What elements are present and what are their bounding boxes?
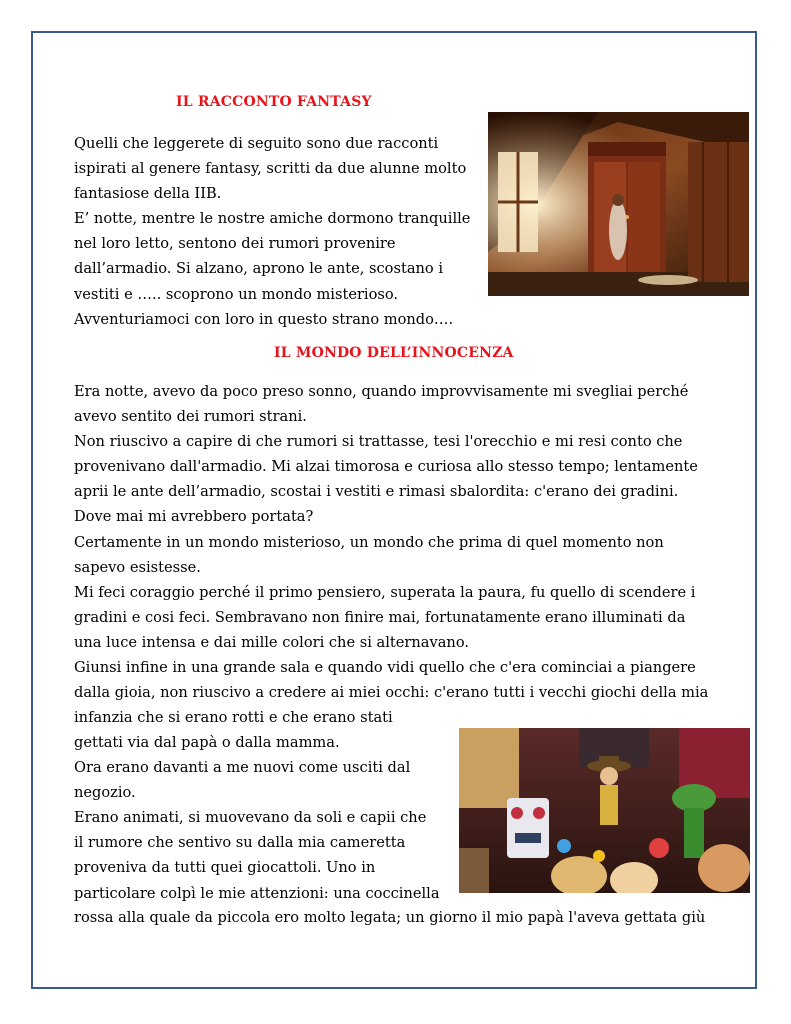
story-line: Non riuscivo a capire di che rumori si trattasse, tesi l'orecchio e mi resi conto che (74, 433, 683, 451)
intro-line: nel loro letto, sentono dei rumori provenire (74, 235, 396, 253)
story-line: Giunsi infine in una grande sala e quando vidi quello che c'era cominciai a piangere (74, 659, 696, 677)
story-line: aprii le ante dell’armadio, scostai i vestiti e rimasi sbalordita: c'erano dei gradini. (74, 483, 679, 501)
intro-line: vestiti e ….. scoprono un mondo misterioso. (74, 285, 399, 303)
story-wrap-line: il rumore che sentivo su dalla mia cameretta (74, 834, 406, 852)
intro-line: ispirati al genere fantasy, scritti da due alunne molto (74, 160, 467, 178)
story-line: infanzia che si erano rotti e che erano stati (74, 709, 393, 727)
wardrobe-room-photo (488, 112, 749, 296)
intro-line: E’ notte, mentre le nostre amiche dormono tranquille (74, 210, 471, 228)
story-line: Certamente in un mondo misterioso, un mondo che prima di quel momento non (74, 533, 664, 551)
intro-line: fantasiose della IIB. (74, 185, 222, 203)
toy-story-toys-photo (459, 728, 750, 893)
story-paragraph (74, 379, 708, 730)
intro-line: dall’armadio. Si alzano, aprono le ante, scostano i (74, 260, 444, 278)
story-line: dalla gioia, non riuscivo a credere ai miei occhi: c'erano tutti i vecchi giochi della mia (74, 684, 709, 702)
story-wrap-line: gettati via dal papà o dalla mamma. (74, 734, 340, 751)
story-wrap-line: Ora erano davanti a me nuovi come usciti dal (74, 759, 411, 777)
story-line: Dove mai mi avrebbero portata? (74, 508, 314, 526)
story-paragraph-wrapped (74, 730, 440, 906)
story-last-line (74, 905, 705, 930)
story-wrap-line: proveniva da tutti quei giocattoli. Uno in (74, 859, 376, 877)
story-wrap-line: particolare colpì le mie attenzioni: una coccinella (74, 884, 440, 902)
story-line: gradini e cosi feci. Sembravano non finire mai, fortunatamente erano illuminati da (74, 608, 686, 626)
story-wrap-line: Erano animati, si muovevano da soli e capii che (74, 809, 427, 827)
section-title-mondo-innocenza: IL MONDO DELL’INNOCENZA (274, 345, 514, 361)
section-title-racconto-fantasy: IL RACCONTO FANTASY (176, 94, 372, 110)
story-line: sapevo esistesse. (74, 558, 201, 576)
story-line: Mi feci coraggio perché il primo pensiero, superata la paura, fu quello di scendere i (74, 583, 696, 601)
intro-line: Avventuriamoci con loro in questo strano mondo…. (74, 310, 454, 328)
intro-paragraph (74, 131, 470, 332)
story-line: Era notte, avevo da poco preso sonno, quando improvvisamente mi svegliai perché (74, 383, 689, 400)
story-wrap-line: negozio. (74, 784, 136, 802)
story-line: avevo sentito dei rumori strani. (74, 408, 307, 426)
intro-line: Quelli che leggerete di seguito sono due racconti (74, 135, 439, 152)
story-line: una luce intensa e dai mille colori che si alternavano. (74, 633, 469, 651)
story-line: provenivano dall'armadio. Mi alzai timorosa e curiosa allo stesso tempo; lentamente (74, 458, 698, 476)
story-last-line-text: rossa alla quale da piccola ero molto legata; un giorno il mio papà l'aveva gettata giù (74, 909, 706, 926)
